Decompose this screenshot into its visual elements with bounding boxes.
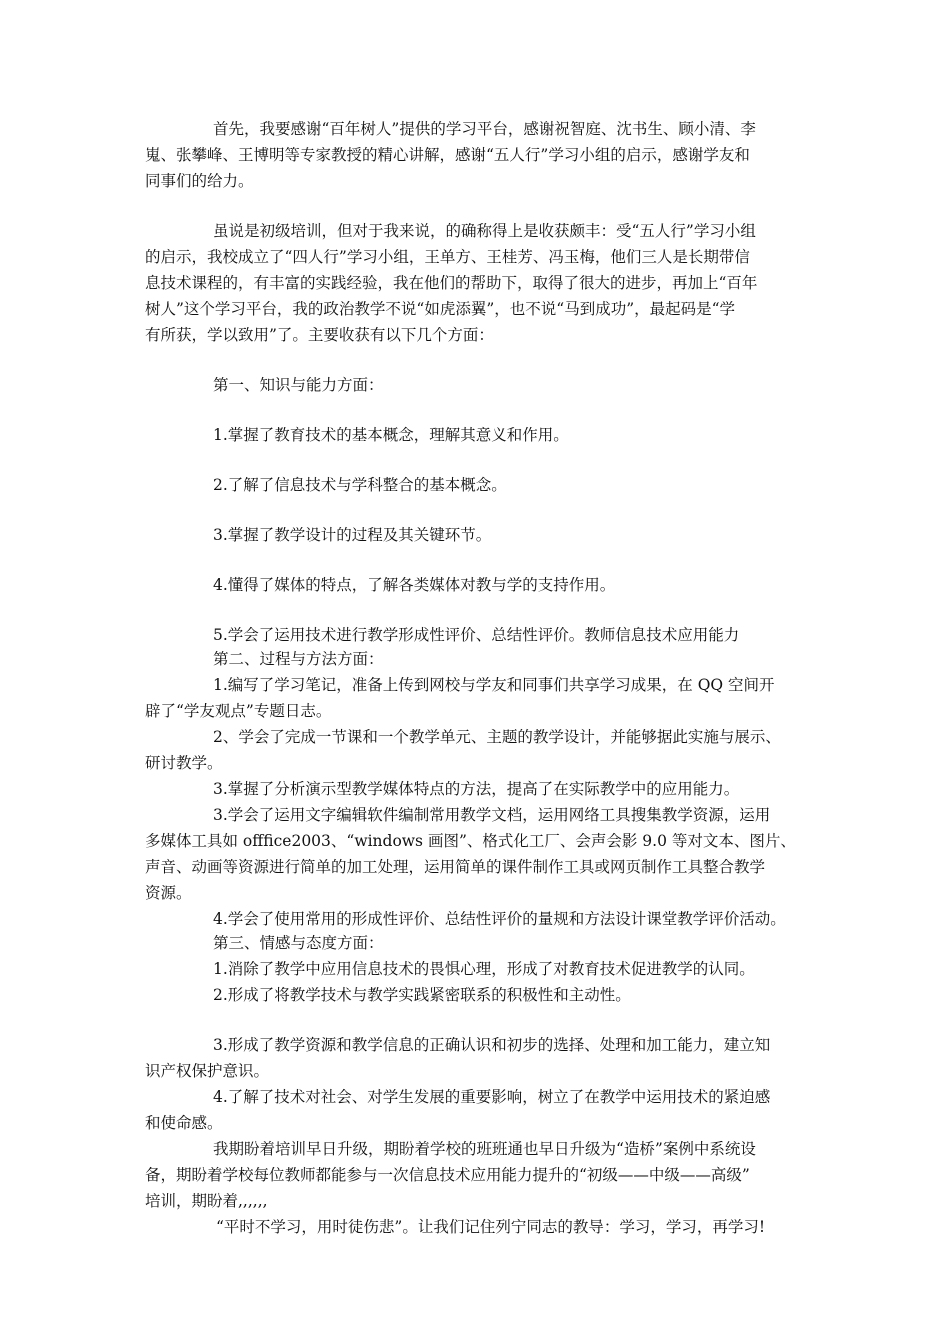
paragraph-line: 培训，期盼着,,,,,, bbox=[145, 1192, 268, 1210]
paragraph-line: 多媒体工具如 offfice2003、“windows 画图”、格式化工厂、会声会影 9.0 等对文本、图片、 bbox=[145, 832, 796, 850]
paragraph-line: 同事们的给力。 bbox=[145, 172, 254, 190]
list-item: 3.掌握了教学设计的过程及其关键环节。 bbox=[213, 526, 492, 544]
paragraph-line: 我期盼着培训早日升级，期盼着学校的班班通也早日升级为“造桥”案例中系统设 bbox=[213, 1140, 756, 1158]
list-item: 2.了解了信息技术与学科整合的基本概念。 bbox=[213, 476, 507, 494]
list-item: 3.掌握了分析演示型教学媒体特点的方法，提高了在实际教学中的应用能力。 bbox=[213, 780, 740, 798]
paragraph-line: 树人”这个学习平台，我的政治教学不说“如虎添翼”，也不说“马到成功”，最起码是“学 bbox=[145, 300, 736, 318]
paragraph-line: 备，期盼着学校每位教师都能参与一次信息技术应用能力提升的“初级——中级——高级” bbox=[145, 1166, 750, 1184]
section-heading: 第二、过程与方法方面： bbox=[213, 650, 384, 668]
closing-quote: “平时不学习，用时徒伤悲”。让我们记住列宁同志的教导：学习，学习，再学习! bbox=[216, 1218, 766, 1236]
list-item: 2、学会了完成一节课和一个教学单元、主题的教学设计，并能够据此实施与展示、 bbox=[213, 728, 781, 746]
paragraph-line: 首先，我要感谢“百年树人”提供的学习平台，感谢祝智庭、沈书生、顾小清、李 bbox=[213, 120, 756, 138]
list-item: 1.编写了学习笔记，准备上传到网校与学友和同事们共享学习成果，在 QQ 空间开 bbox=[213, 676, 775, 694]
list-item: 4.懂得了媒体的特点，了解各类媒体对教与学的支持作用。 bbox=[213, 576, 616, 594]
paragraph-line: 的启示，我校成立了“四人行”学习小组，王单方、王桂芳、冯玉梅，他们三人是长期带信 bbox=[145, 248, 750, 266]
list-item: 2.形成了将教学技术与教学实践紧密联系的积极性和主动性。 bbox=[213, 986, 631, 1004]
paragraph-line: 息技术课程的，有丰富的实践经验，我在他们的帮助下，取得了很大的进步，再加上“百年 bbox=[145, 274, 758, 292]
paragraph-line: 研讨教学。 bbox=[145, 754, 223, 772]
paragraph-line: 嵬、张攀峰、王博明等专家教授的精心讲解，感谢“五人行”学习小组的启示，感谢学友和 bbox=[145, 146, 750, 164]
list-item: 1.消除了教学中应用信息技术的畏惧心理，形成了对教育技术促进教学的认同。 bbox=[213, 960, 755, 978]
list-item: 4.学会了使用常用的形成性评价、总结性评价的量规和方法设计课堂教学评价活动。 bbox=[213, 910, 786, 928]
list-item: 5.学会了运用技术进行教学形成性评价、总结性评价。教师信息技术应用能力 bbox=[213, 626, 740, 644]
paragraph-line: 声音、动画等资源进行简单的加工处理，运用简单的课件制作工具或网页制作工具整合教学 bbox=[145, 858, 766, 876]
list-item: 1.掌握了教育技术的基本概念，理解其意义和作用。 bbox=[213, 426, 569, 444]
paragraph-line: 和使命感。 bbox=[145, 1114, 223, 1132]
paragraph-line: 有所获，学以致用”了。主要收获有以下几个方面： bbox=[145, 326, 494, 344]
list-item: 3.学会了运用文字编辑软件编制常用教学文档，运用网络工具搜集教学资源，运用 bbox=[213, 806, 771, 824]
list-item: 3.形成了教学资源和教学信息的正确认识和初步的选择、处理和加工能力，建立知 bbox=[213, 1036, 771, 1054]
section-heading: 第三、情感与态度方面： bbox=[213, 934, 384, 952]
paragraph-line: 辟了“学友观点”专题日志。 bbox=[145, 702, 332, 720]
paragraph-line: 识产权保护意识。 bbox=[145, 1062, 270, 1080]
section-heading: 第一、知识与能力方面： bbox=[213, 376, 384, 394]
paragraph-line: 虽说是初级培训，但对于我来说，的确称得上是收获颇丰：受“五人行”学习小组 bbox=[213, 222, 756, 240]
list-item: 4.了解了技术对社会、对学生发展的重要影响，树立了在教学中运用技术的紧迫感 bbox=[213, 1088, 771, 1106]
paragraph-line: 资源。 bbox=[145, 884, 192, 902]
